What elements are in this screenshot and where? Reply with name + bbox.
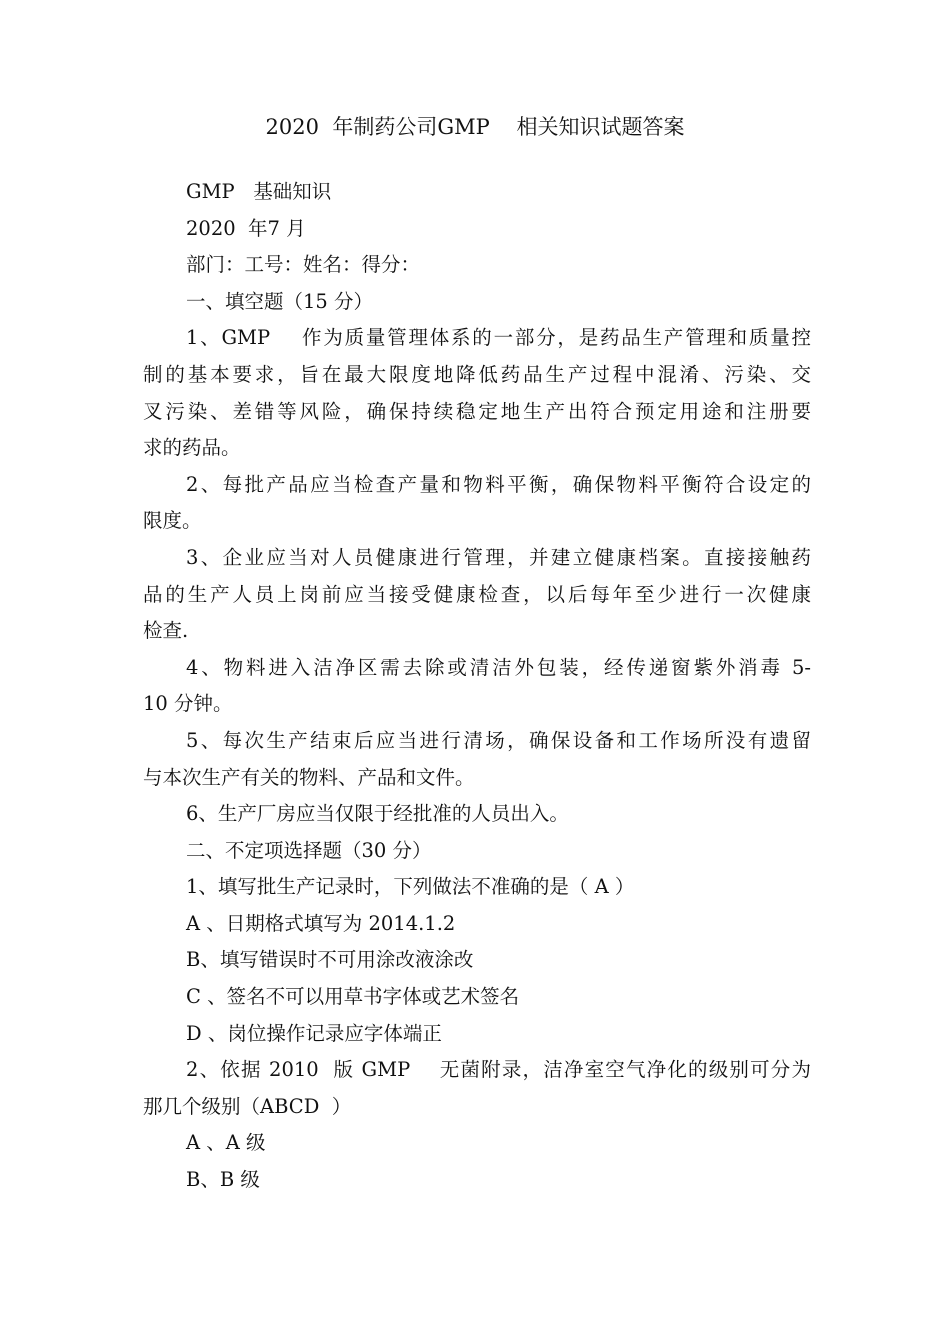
document-title: 2020 年制药公司GMP 相关知识试题答案	[265, 115, 685, 139]
paragraph-line: 1、GMP 作为质量管理体系的一部分，是药品生产管理和质量控	[186, 326, 811, 350]
document-body	[143, 174, 811, 1199]
paragraph-line: 6、生产厂房应当仅限于经批准的人员出入。	[186, 802, 569, 826]
question-line: 2、依据 2010 版 GMP 无菌附录，洁净室空气净化的级别可分为	[186, 1058, 811, 1082]
paragraph-line: 品的生产人员上岗前应当接受健康检查，以后每年至少进行一次健康	[143, 582, 811, 606]
option-line: B、填写错误时不可用涂改液涂改	[186, 948, 474, 972]
part-heading: 一、填空题（15 分）	[186, 289, 374, 313]
option-line: C 、签名不可以用草书字体或艺术签名	[186, 985, 520, 1009]
paragraph-line: 10 分钟。	[143, 692, 233, 716]
info-fields-line: 部门：工号：姓名：得分：	[186, 253, 421, 277]
paragraph-line: 3、企业应当对人员健康进行管理，并建立健康档案。直接接触药	[186, 545, 811, 569]
question-line: 1、填写批生产记录时，下列做法不准确的是（ A ）	[186, 875, 635, 899]
paragraph-line: 制的基本要求，旨在最大限度地降低药品生产过程中混淆、污染、交	[143, 362, 811, 386]
part-heading: 二、不定项选择题（30 分）	[186, 838, 432, 862]
option-line: D 、岗位操作记录应字体端正	[186, 1021, 442, 1045]
question-line: 那几个级别（ABCD ）	[143, 1094, 352, 1118]
option-line: A 、A 级	[186, 1131, 266, 1155]
paragraph-line: 2、每批产品应当检查产量和物料平衡，确保物料平衡符合设定的	[186, 472, 811, 496]
paragraph-line: 5、每次生产结束后应当进行清场，确保设备和工作场所没有遗留	[186, 728, 811, 752]
paragraph-line: 叉污染、差错等风险，确保持续稳定地生产出符合预定用途和注册要	[143, 399, 811, 423]
date-line: 2020 年7 月	[186, 216, 306, 240]
paragraph-line: 限度。	[143, 509, 202, 533]
paragraph-line: 与本次生产有关的物料、产品和文件。	[143, 765, 475, 789]
paragraph-line: 4、物料进入洁净区需去除或清洁外包装，经传递窗紫外消毒 5-	[186, 655, 811, 679]
paragraph-line: 检查.	[143, 619, 189, 643]
option-line: A 、日期格式填写为 2014.1.2	[186, 911, 456, 935]
section-heading: GMP 基础知识	[186, 180, 332, 203]
option-line: B、B 级	[186, 1168, 260, 1192]
paragraph-line: 求的药品。	[143, 436, 241, 460]
